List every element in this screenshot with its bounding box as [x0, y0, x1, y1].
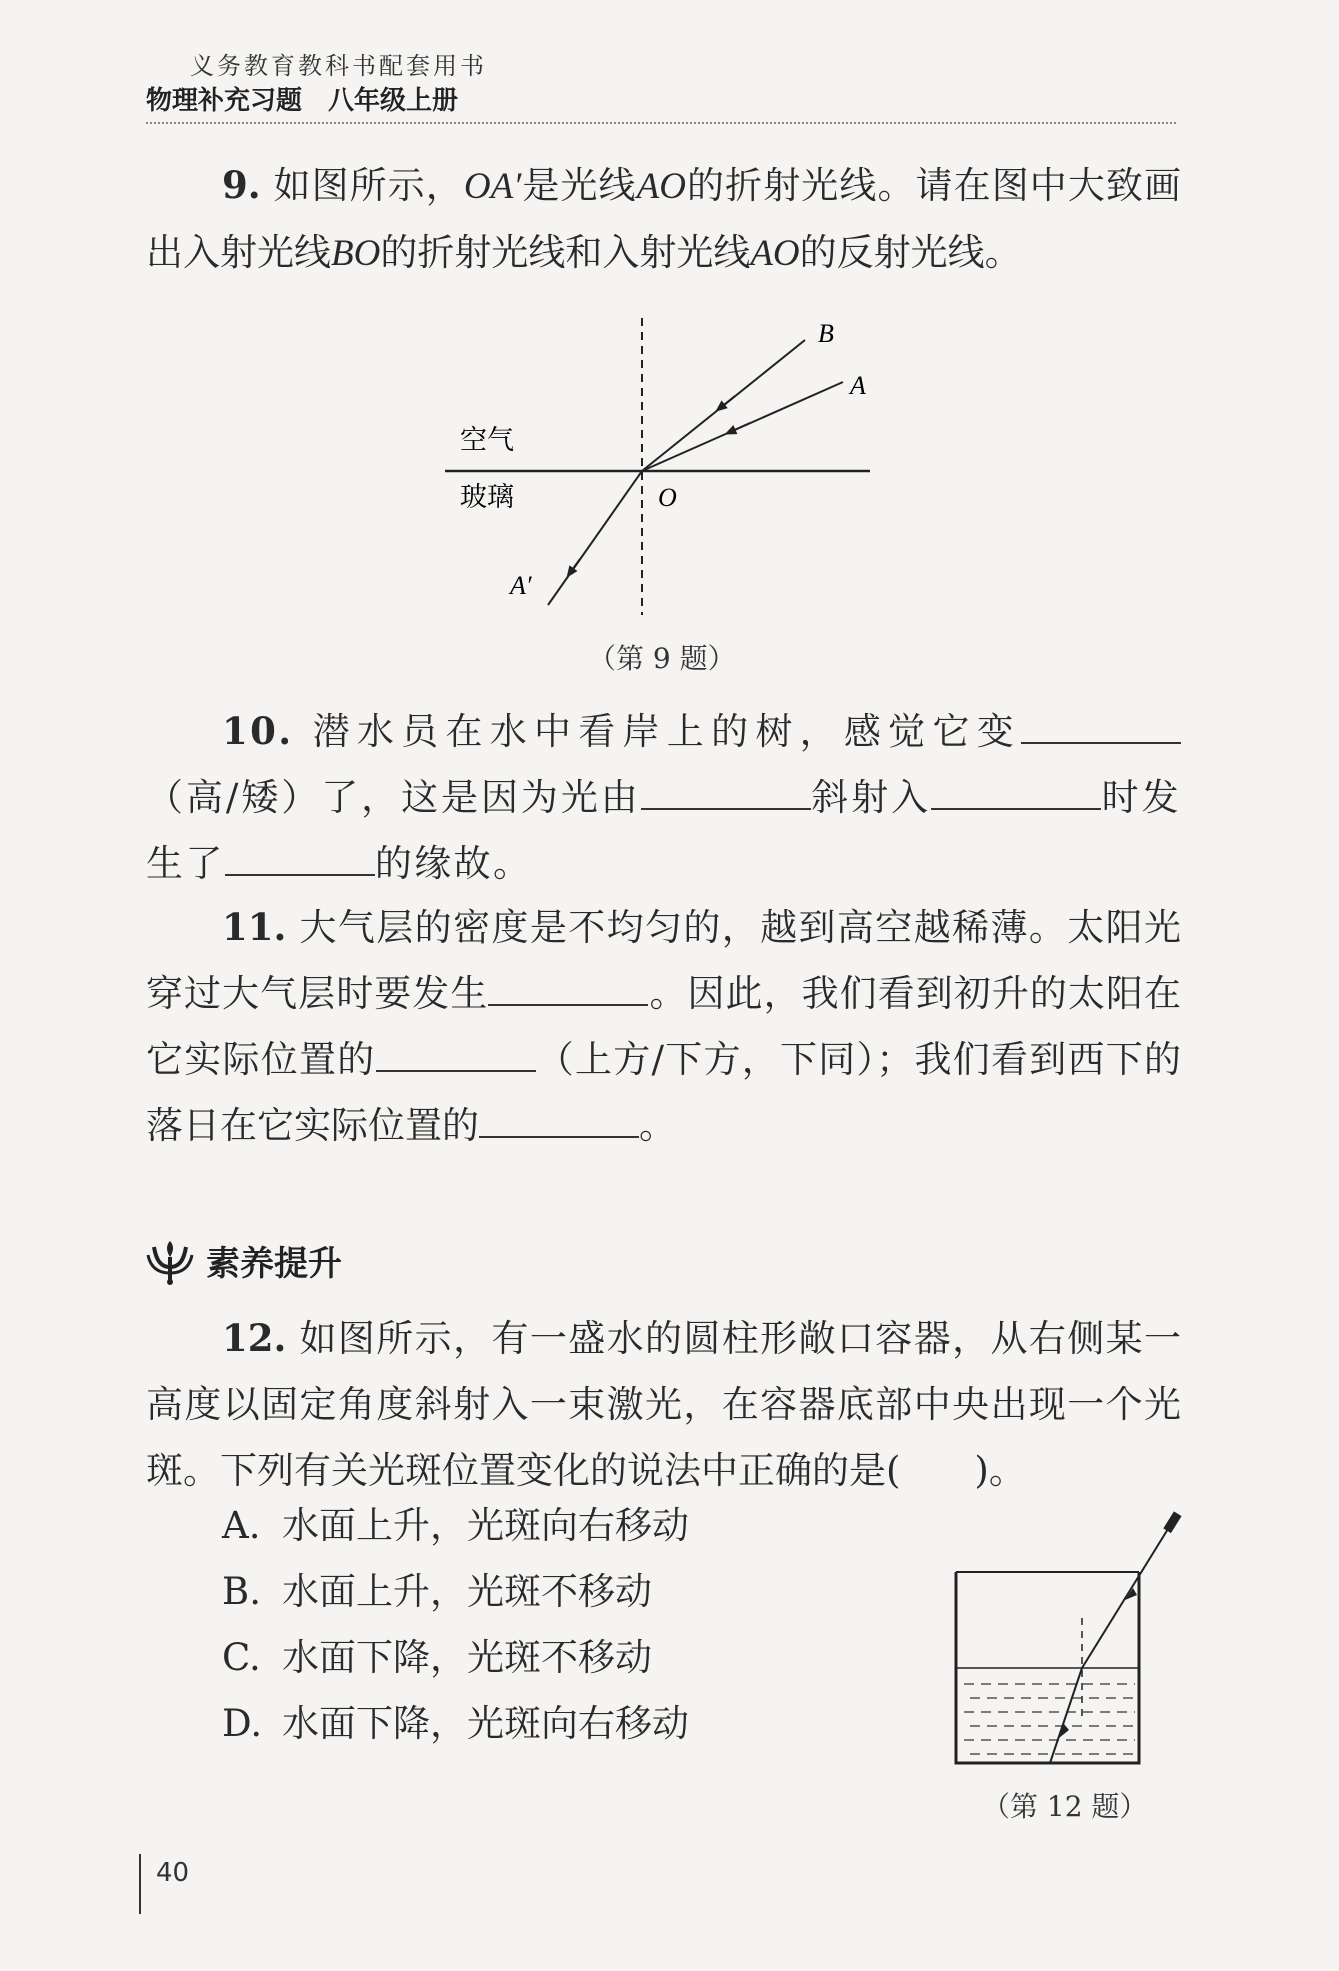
- page-number: 40: [156, 1858, 190, 1888]
- question-9: [146, 152, 1181, 287]
- question-11: [146, 894, 1181, 1159]
- q9-text: 如图所示，: [273, 164, 464, 207]
- laser-beam-water: [1050, 1668, 1082, 1763]
- label-air: 空气: [460, 425, 514, 455]
- q11-text: 。: [639, 1104, 676, 1147]
- answer-blank[interactable]: [931, 768, 1101, 810]
- book-title-right: 八年级上册: [328, 86, 459, 116]
- label-a-prime: A′: [510, 571, 532, 600]
- ray-oa-prime-arrow: [570, 559, 580, 573]
- question-number: 12.: [222, 1316, 287, 1360]
- option-letter: D.: [222, 1702, 263, 1745]
- question-number: 11.: [222, 905, 287, 949]
- q9-text: 出入射光线: [146, 231, 331, 274]
- answer-blank[interactable]: [488, 964, 648, 1006]
- option-text: 水面下降，光斑不移动: [282, 1636, 652, 1679]
- refraction-diagram: [430, 310, 890, 620]
- option-b[interactable]: [222, 1566, 652, 1618]
- q10-text: 了: [185, 842, 225, 885]
- q9-text: 的折射光线。请在图中大致画: [685, 164, 1182, 207]
- label-b: B: [818, 319, 834, 348]
- q10-text: 的缘故。: [374, 842, 533, 885]
- answer-blank[interactable]: [479, 1096, 639, 1138]
- laser-source: [1163, 1511, 1181, 1533]
- q12-text: 光斑。下列有关光斑位置变化的说法中正确的是( )。: [146, 1383, 1181, 1492]
- q12-text: 高度以固定角度斜射入一束激光，在容器底部中央出现一个: [146, 1383, 1144, 1426]
- container-laser-diagram: [940, 1500, 1190, 1770]
- question-10: [146, 698, 1181, 897]
- q12-text: 如图所示，有一盛水的圆柱形敞口容器，从右侧某一: [299, 1317, 1182, 1360]
- figure-12-caption: （第 12 题）: [982, 1790, 1148, 1823]
- q11-text: 光穿过大气层时要发生: [146, 906, 1182, 1015]
- question-number: 10.: [222, 709, 294, 753]
- option-c[interactable]: [222, 1632, 652, 1684]
- label-o: O: [658, 483, 677, 512]
- q9-text: 的反射光线。: [799, 231, 1022, 274]
- option-a[interactable]: [222, 1500, 689, 1552]
- q9-ray-ao: AO: [750, 233, 800, 274]
- q9-ray-ao: AO: [636, 166, 686, 207]
- q9-text: 是光线: [521, 164, 637, 207]
- ray-bo-arrow: [720, 396, 735, 408]
- laser-beam-air: [1082, 1516, 1176, 1668]
- ray-ao-arrow: [730, 423, 750, 432]
- q9-ray-oa-prime: OA′: [463, 166, 522, 207]
- answer-blank[interactable]: [376, 1030, 536, 1072]
- book-title-left: 物理补充习题: [146, 86, 303, 116]
- section-heading: [146, 1236, 342, 1285]
- question-12: [146, 1305, 1181, 1504]
- q10-text: 潜水员在水中看岸上的树，感觉它变: [312, 710, 1021, 753]
- q11-text: （上方/下方，下同）；我们看到西: [535, 1038, 1106, 1081]
- answer-blank[interactable]: [1021, 702, 1181, 744]
- book-title: [146, 80, 458, 117]
- page-number-rule: [139, 1854, 141, 1914]
- q11-text: 大气层的密度是不均匀的，越到高空越稀薄。太阳: [299, 906, 1145, 949]
- figure-9-caption: （第 9 题）: [588, 642, 736, 675]
- q10-text: （高/: [146, 776, 241, 819]
- crown-sprout-icon: [146, 1237, 194, 1285]
- option-text: 水面上升，光斑不移动: [282, 1570, 652, 1613]
- answer-blank[interactable]: [641, 768, 811, 810]
- option-letter: C.: [222, 1636, 261, 1679]
- water-hatching: [964, 1684, 1135, 1754]
- option-text: 水面上升，光斑向右移动: [282, 1504, 689, 1547]
- q9-ray-bo: BO: [331, 233, 381, 274]
- q10-text: 时发生: [146, 776, 1182, 885]
- q10-text: 斜射入: [810, 776, 932, 819]
- q11-text: 下的落日在它实际位置的: [146, 1038, 1182, 1147]
- option-letter: B.: [222, 1570, 261, 1613]
- option-d[interactable]: [222, 1698, 689, 1750]
- option-text: 水面下降，光斑向右移动: [282, 1702, 689, 1745]
- header-divider: [146, 122, 1176, 124]
- answer-blank[interactable]: [225, 834, 375, 876]
- q10-text: 矮）了，这是因为光由: [240, 776, 641, 819]
- ray-oa-prime: [548, 471, 642, 605]
- q9-text: 的折射光线和入射光线: [380, 231, 751, 274]
- label-glass: 玻璃: [460, 482, 514, 512]
- section-title: 素养提升: [206, 1244, 342, 1284]
- option-letter: A.: [222, 1504, 261, 1547]
- q11-text: 阳在它实际位置的: [146, 972, 1182, 1081]
- series-subtitle: 义务教育教科书配套用书: [190, 52, 487, 80]
- question-number: 9.: [222, 163, 261, 207]
- q11-text: 。因此，我们看到初升的太: [648, 972, 1106, 1015]
- label-a: A: [850, 371, 866, 400]
